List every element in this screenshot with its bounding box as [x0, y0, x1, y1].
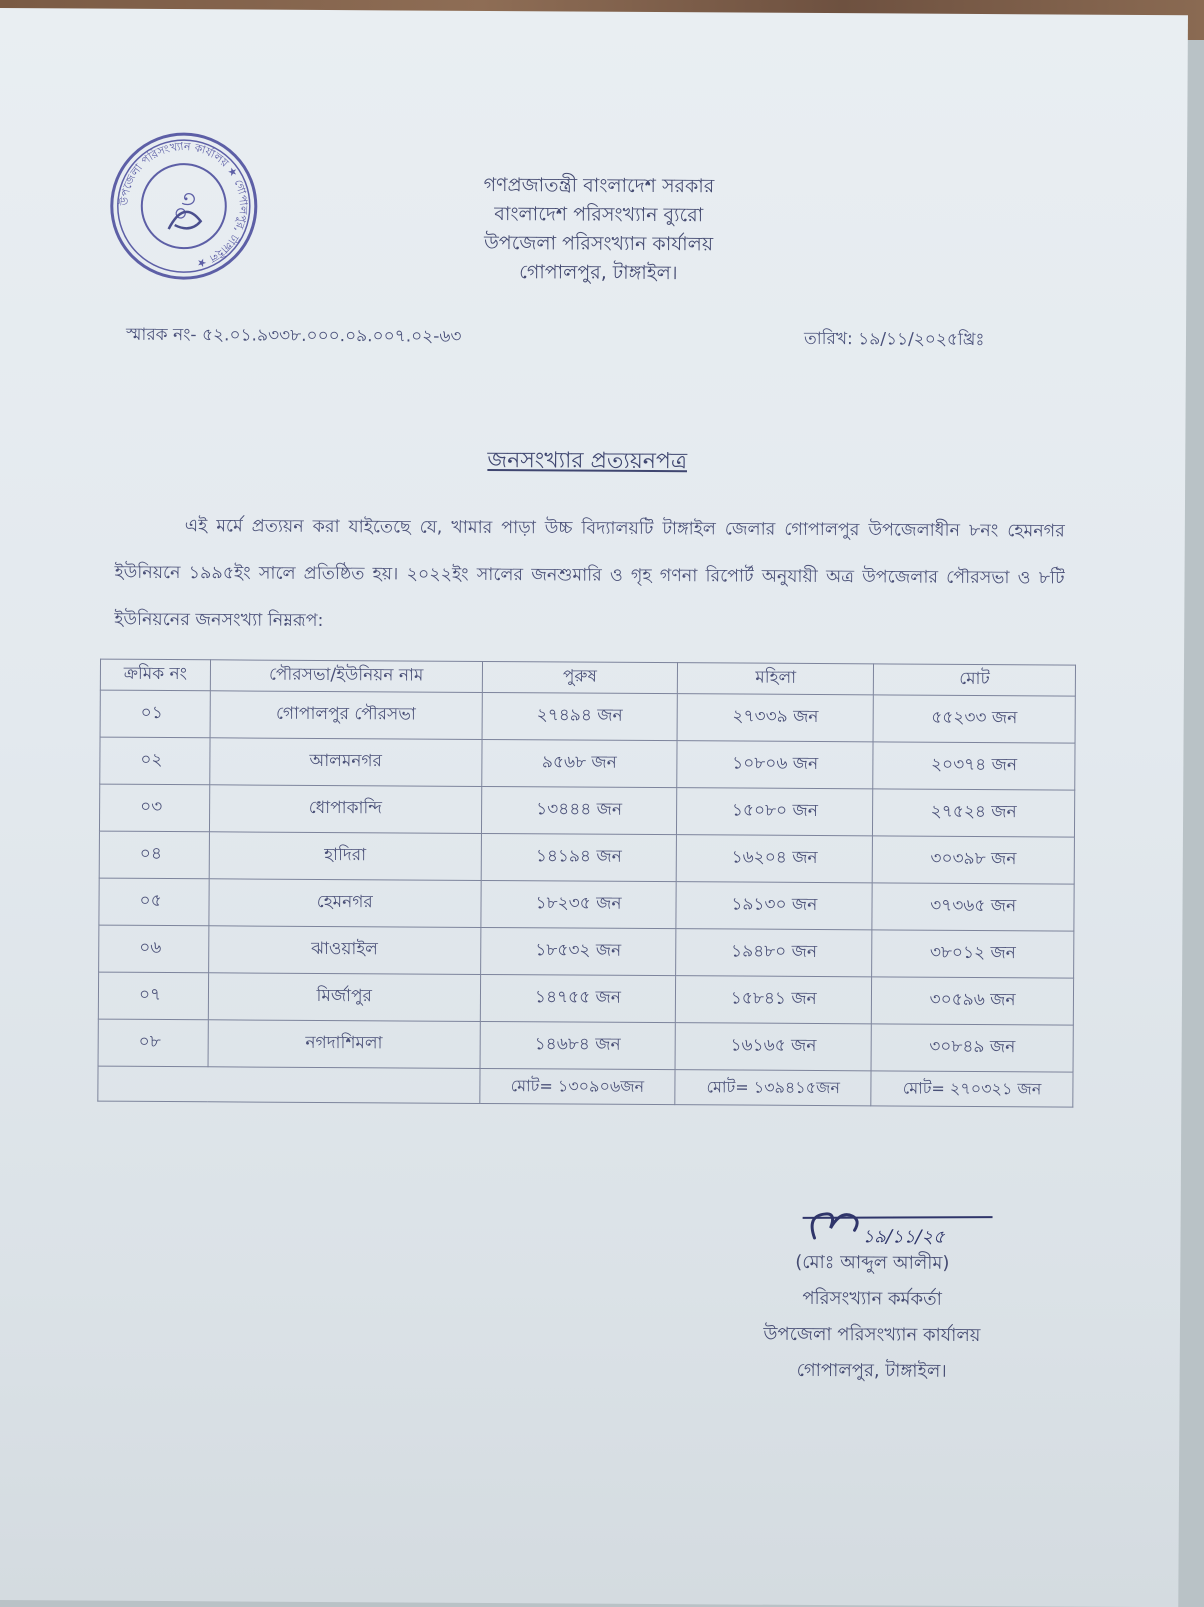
cell-total: ২০৩৭৪ জন: [873, 742, 1075, 790]
cell-male: ১৪৭৫৫ জন: [480, 974, 676, 1022]
cell-female: ১৬২০৪ জন: [677, 835, 873, 883]
cell-total: ৩০৫৯৬ জন: [872, 977, 1074, 1025]
table-row: [98, 1019, 1073, 1072]
cell-female: ১৫০৮০ জন: [677, 788, 873, 836]
signature-date: ১৯/১১/২৫: [862, 1226, 945, 1248]
cell-female: ১০৮০৬ জন: [677, 741, 873, 789]
seal-ring-text: উপজেলা পরিসংখ্যান কার্যালয় ★ গোপালপুর, টাঙ্গাইল ★: [117, 139, 250, 271]
cell-female: ২৭৩৩৯ জন: [677, 694, 873, 742]
cell-serial: ০৪: [99, 831, 209, 879]
seal-center-text: ০৩: [164, 186, 205, 228]
cell-union-name: হেমনগর: [209, 879, 481, 928]
cell-union-name: মির্জাপুর: [208, 973, 480, 1022]
signatory-block: [732, 1244, 1013, 1390]
table-row: [99, 878, 1074, 931]
memo-date: তারিখ: ১৯/১১/২০২৫খ্রিঃ: [803, 328, 985, 351]
cell-total-male: মোট= ১৩০৯০৬জন: [479, 1068, 675, 1104]
letterhead: [398, 170, 799, 288]
cell-union-name: আলমনগর: [210, 738, 482, 787]
signatory-location: গোপালপুর, টাঙ্গাইল।: [796, 1359, 947, 1382]
signatory-designation: পরিসংখ্যান কর্মকর্তা: [802, 1287, 942, 1310]
table-row: [99, 784, 1074, 837]
cell-union-name: গোপালপুর পৌরসভা: [210, 691, 482, 740]
table-row: [99, 925, 1074, 978]
header-office: উপজেলা পরিসংখ্যান কার্যালয়: [483, 231, 714, 256]
cell-serial: ০৩: [99, 784, 209, 832]
header-male: পুরুষ: [482, 661, 678, 693]
header-government: গণপ্রজাতন্ত্রী বাংলাদেশ সরকার: [483, 173, 715, 198]
table-row: [99, 831, 1074, 884]
header-location: গোপালপুর, টাঙ্গাইল।: [519, 261, 678, 285]
cell-male: ১৪৬৮৪ জন: [480, 1021, 676, 1069]
cell-serial: ০৭: [98, 972, 208, 1020]
header-total: মোট: [874, 664, 1076, 696]
cell-union-name: ঝাওয়াইল: [209, 926, 481, 975]
cell-union-name: নগদাশিমলা: [208, 1020, 480, 1069]
cell-male: ১৮৫৩২ জন: [480, 927, 676, 975]
header-union-name: পৌরসভা/ইউনিয়ন নাম: [210, 660, 482, 693]
cell-serial: ০৮: [98, 1019, 208, 1067]
header-female: মহিলা: [678, 663, 874, 695]
cell-total: ৩৮০১২ জন: [872, 930, 1074, 978]
cell-total: ৩৭৩৬৫ জন: [872, 883, 1074, 931]
population-table: [97, 659, 1076, 1108]
cell-female: ১৯৪৮০ জন: [676, 929, 872, 977]
document-page: [0, 8, 1188, 1607]
header-bureau: বাংলাদেশ পরিসংখ্যান ব্যুরো: [494, 203, 704, 227]
cell-serial: ০৬: [99, 925, 209, 973]
cell-serial: ০২: [100, 737, 210, 785]
cell-total-all: মোট= ২৭০৩২১ জন: [871, 1071, 1073, 1107]
cell-total: ২৭৫২৪ জন: [873, 789, 1075, 837]
table-row: [100, 737, 1075, 790]
body-paragraph: এই মর্মে প্রত্যয়ন করা যাইতেছে যে, খামার পাড়া উচ্চ বিদ্যালয়টি টাঙ্গাইল জেলার গোপালপুর উপজেলাধীন ৮নং হেমনগর ইউনিয়নে ১৯৯৫ইং সালে প্রতিষ্ঠিত হয়। ২০২২ইং সালের জনশুমারি ও গৃহ গণনা রিপোর্ট অনুযায়ী অত্র উপজেলার পৌরসভা ও ৮টি ইউনিয়নের জনসংখ্যা নিম্নরূপ:: [114, 516, 1065, 631]
document-title: জনসংখ্যার প্রত্যয়নপত্র: [487, 447, 688, 475]
cell-male: ৯৫৬৮ জন: [481, 739, 677, 787]
table-row: [98, 972, 1073, 1025]
cell-male: ১৪১৯৪ জন: [481, 833, 677, 881]
cell-union-name: হাদিরা: [209, 832, 481, 881]
signatory-name: (মোঃ আব্দুল আলীম): [795, 1251, 950, 1274]
memo-reference: স্মারক নং- ৫২.০১.৯৩৩৮.০০০.০৯.০০৭.০২-৬৩: [125, 324, 462, 347]
cell-total-blank: [98, 1066, 480, 1103]
table-total-row: [98, 1066, 1073, 1107]
signatory-office: উপজেলা পরিসংখ্যান কার্যালয়: [763, 1323, 981, 1347]
header-serial: ক্রমিক নং: [100, 659, 210, 691]
cell-male: ২৭৪৯৪ জন: [482, 692, 678, 740]
cell-serial: ০৫: [99, 878, 209, 926]
office-seal-stamp: [108, 131, 259, 282]
cell-total-female: মোট= ১৩৯৪১৫জন: [675, 1070, 871, 1106]
cell-female: ১৯১৩০ জন: [676, 882, 872, 930]
cell-union-name: ধোপাকান্দি: [209, 785, 481, 834]
cell-total: ৩০৩৯৮ জন: [872, 836, 1074, 884]
cell-female: ১৬১৬৫ জন: [675, 1023, 871, 1071]
cell-female: ১৫৮৪১ জন: [676, 976, 872, 1024]
cell-male: ১৮২৩৫ জন: [480, 880, 676, 928]
cell-total: ৫৫২৩৩ জন: [873, 695, 1075, 743]
table-row: [100, 690, 1075, 743]
cell-male: ১৩৪৪৪ জন: [481, 786, 677, 834]
cell-total: ৩০৮৪৯ জন: [871, 1024, 1073, 1072]
cell-serial: ০১: [100, 690, 210, 738]
